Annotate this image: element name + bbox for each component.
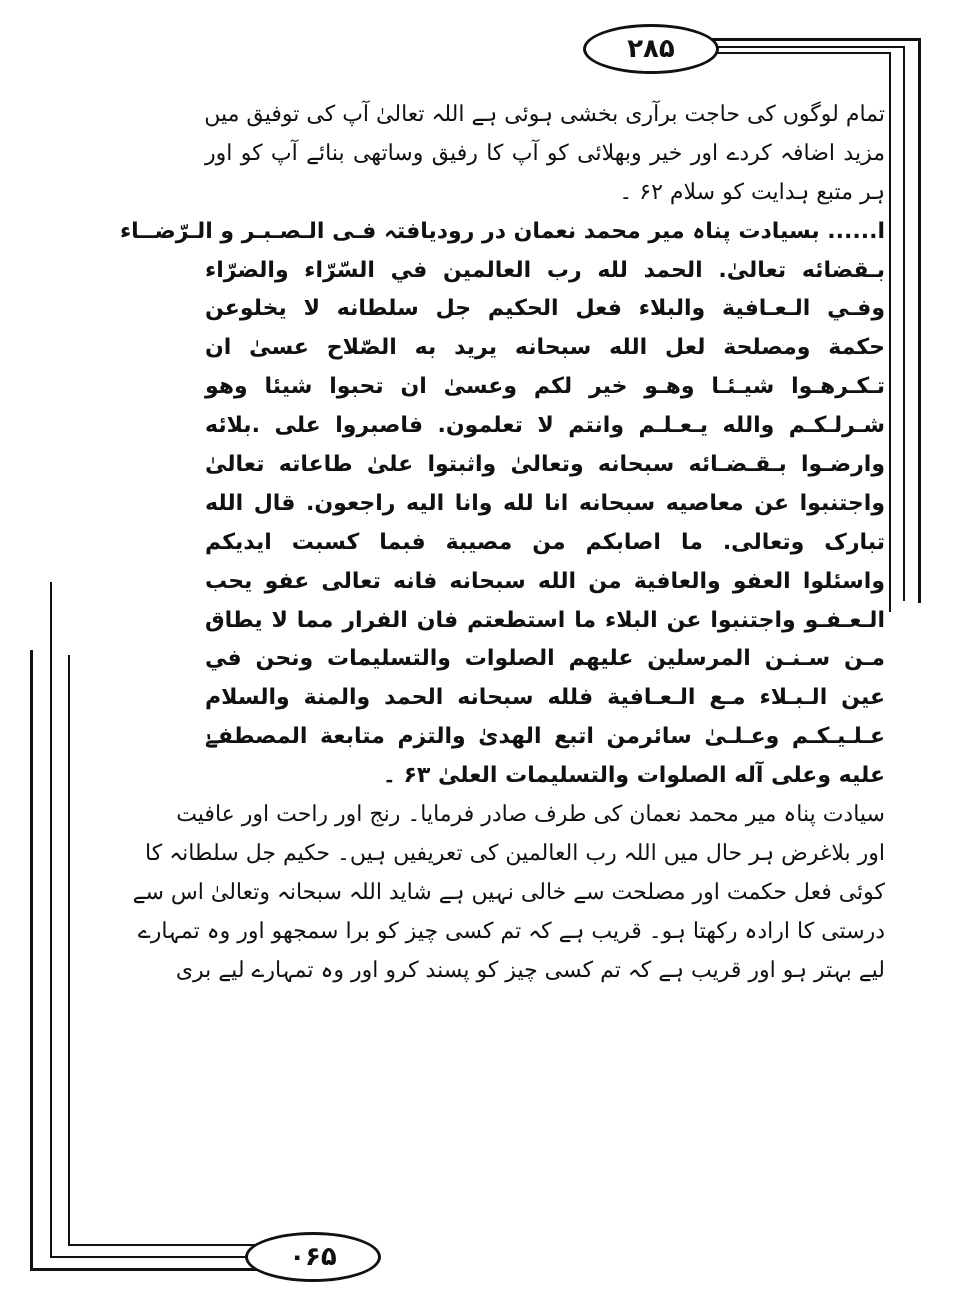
frame-bottom-line-inner	[68, 1244, 268, 1246]
text-line-13: واسئلوا العفو والعافیة من الله سبحانه فانه تعالی عفو یحب	[205, 568, 885, 594]
text-line-2: مزید اضافہ کردے اور خیر وبھلائی کو آپ کا رفیق وساتھی بنائے آپ کو اور	[205, 140, 885, 166]
text-line-18: علیه وعلی آله الصلوات والتسلیمات العلیٰ ۶۳ ۔	[382, 763, 885, 789]
text-line-14: الـعـفـو واجتنبوا عن البلاء ما استطعتم فان الفرار مما لا یطاق	[205, 607, 885, 633]
text-line-9: شـرلـکـم والله یـعـلـم وانتم لا تعلمون. فاصبروا علی .بلائه	[205, 413, 885, 439]
frame-left-line-middle	[50, 582, 52, 1257]
text-line-20: اور بلاغرض ہر حال میں اللہ رب العالمین کی تعریفیں ہیں۔ حکیم جل سلطانہ کا	[145, 840, 885, 866]
text-line-16: عین الـبـلاء مـع الـعـافیة فلله سبحانه الحمد والمنة والسلام	[205, 685, 885, 711]
text-line-17: عـلـیـکـم وعـلـیٰ سائرمن اتبع الهدیٰ والتزم متابعة المصطفےٰ	[205, 724, 885, 750]
page-number-top: ۲۸۵	[627, 34, 675, 64]
frame-left-line-outer	[30, 650, 33, 1270]
page-body-text	[119, 96, 885, 990]
frame-right-line-outer	[918, 38, 921, 603]
text-line-10: وارضـوا بـقـضـائه سبحانه وتعالیٰ واثبتوا علیٰ طاعاته تعالیٰ	[205, 452, 885, 478]
text-line-3: ہر متبع ہدایت کو سلام ۶۲ ۔	[619, 179, 885, 205]
text-line-12: تبارک وتعالی. ما اصابکم من مصیبة فبما کسبت ایدیکم	[205, 529, 885, 555]
text-line-15: مـن سـنـن المرسلین علیهم الصلوات والتسلیمات ونحن في	[205, 646, 885, 672]
text-line-11: واجتنبوا عن معاصیه سبحانه انا لله وانا الیه راجعون. قال الله	[205, 490, 885, 516]
text-line-8: تـکـرهـوا شیـئـا وهـو خیر لکم وعسیٰ ان تحبوا شیئا وهو	[205, 374, 885, 400]
text-line-5: بـقضائه تعالیٰ. الحمد لله رب العالمین في السّرّاء والضرّاء	[205, 257, 885, 283]
page-number-top-oval	[583, 24, 719, 74]
page-number-bottom: ۰۶۵	[289, 1242, 337, 1272]
frame-left-line-inner	[68, 655, 70, 1245]
text-line-7: حکمة ومصلحة لعل الله سبحانه یرید به الصّلاح عسیٰ ان	[205, 335, 885, 361]
text-line-23: لیے بہتر ہو اور قریب ہے کہ تم کسی چیز کو پسند کرو اور وہ تمہارے لیے بری	[175, 957, 885, 983]
text-line-1: تمام لوگوں کی حاجت برآری بخشی ہوئی ہے اللہ تعالیٰ آپ کی توفیق میں	[204, 102, 885, 127]
frame-right-line-inner	[889, 52, 891, 612]
text-line-6: وفـي الـعـافیة والبلاء فعل الحکیم جل سلطانه لا یخلوعن	[205, 296, 885, 322]
frame-bottom-line-outer	[30, 1268, 270, 1271]
text-line-4: ا...... بسیادت پناہ میر محمد نعمان در رودیافتہ فـی الـصـبـر و الـرّضــاء	[119, 218, 885, 244]
page-number-bottom-oval	[245, 1232, 381, 1282]
text-line-19: سیادت پناہ میر محمد نعمان کی طرف صادر فرمایا۔ رنج اور راحت اور عافیت	[176, 802, 885, 828]
frame-bottom-line-middle	[50, 1256, 270, 1258]
frame-right-line-middle	[903, 46, 905, 601]
text-line-22: درستی کا ارادہ رکھتا ہو۔ قریب ہے کہ تم کسی چیز کو برا سمجھو اور وہ تمہارے	[137, 918, 885, 944]
text-line-21: کوئی فعل حکمت اور مصلحت سے خالی نہیں ہے شاید اللہ سبحانہ وتعالیٰ اس سے	[132, 879, 885, 905]
